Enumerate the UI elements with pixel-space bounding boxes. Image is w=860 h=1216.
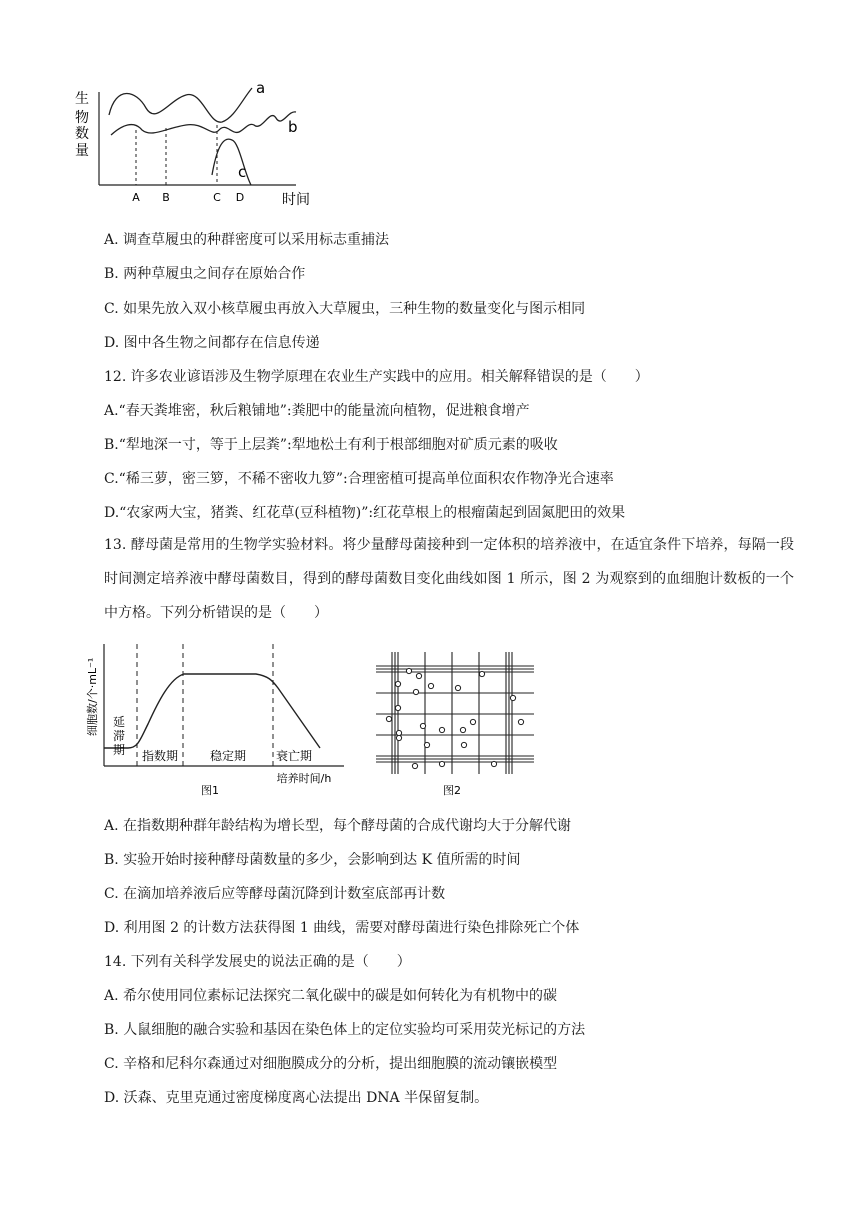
fig1-phase-decline: 衰亡期 — [275, 749, 313, 763]
q14-option-b: B. 人鼠细胞的融合实验和基因在染色体上的定位实验均可采用荧光标记的方法 — [104, 1022, 586, 1038]
yeast-cells — [386, 668, 523, 768]
fig1-xlabel: 培养时间/h — [276, 772, 332, 785]
q12-option-c: C.“稀三萝，密三箩，不稀不密收九箩”:合理密植可提高单位面积农作物净光合速率 — [104, 471, 614, 487]
yeast-cell — [386, 716, 391, 721]
yeast-cell — [395, 705, 400, 710]
fig1-phase-exponential: 指数期 — [141, 749, 179, 763]
yeast-cell — [470, 719, 475, 724]
q11-option-c: C. 如果先放入双小核草履虫再放入大草履虫，三种生物的数量变化与图示相同 — [104, 301, 586, 317]
yeast-cell — [491, 761, 496, 766]
yeast-cell — [396, 730, 401, 735]
yeast-cell — [424, 742, 429, 747]
top-figure-ylabel-3: 数 — [75, 126, 89, 142]
fig1-ylabel: 细胞数/个·mL⁻¹ — [86, 657, 99, 736]
x-tick-D: D — [235, 191, 245, 204]
top-figure-ylabel-1: 生 — [75, 91, 89, 107]
q14-option-d: D. 沃森、克里克通过密度梯度离心法提出 DNA 半保留复制。 — [104, 1090, 489, 1106]
yeast-cell — [460, 727, 465, 732]
figure-2 — [376, 652, 534, 774]
fig2-caption: 图2 — [443, 784, 461, 797]
yeast-cell — [510, 695, 515, 700]
q13-option-a: A. 在指数期种群年龄结构为增长型，每个酵母菌的合成代谢均大于分解代谢 — [104, 818, 572, 834]
fig1-phase-lag-1: 延 — [112, 715, 126, 729]
q12-option-a: A.“春天粪堆密，秋后粮铺地”:粪肥中的能量流向植物，促进粮食增产 — [104, 403, 530, 419]
q13-option-c: C. 在滴加培养液后应等酵母菌沉降到计数室底部再计数 — [104, 886, 446, 902]
q11-option-b: B. 两种草履虫之间存在原始合作 — [104, 266, 306, 282]
q12-stem: 12. 许多农业谚语涉及生物学原理在农业生产实践中的应用。相关解释错误的是（ ） — [104, 369, 649, 385]
curve-a — [109, 88, 252, 122]
top-figure-xlabel: 时间 — [282, 192, 310, 208]
yeast-cell — [439, 761, 444, 766]
q13-option-b: B. 实验开始时接种酵母菌数量的多少，会影响到达 K 值所需的时间 — [104, 852, 521, 868]
q11-option-a: A. 调查草履虫的种群密度可以采用标志重捕法 — [104, 232, 390, 248]
top-figure-ylabel-2: 物 — [75, 110, 89, 126]
q13-option-d: D. 利用图 2 的计数方法获得图 1 曲线，需要对酵母菌进行染色排除死亡个体 — [104, 920, 580, 936]
yeast-cell — [439, 727, 444, 732]
yeast-cell — [395, 681, 400, 686]
yeast-cell — [420, 723, 425, 728]
q12-option-d: D.“农家两大宝，猪粪、红花草(豆科植物)”:红花草根上的根瘤菌起到固氮肥田的效果 — [104, 505, 626, 521]
yeast-cell — [406, 668, 411, 673]
q14-option-c: C. 辛格和尼科尔森通过对细胞膜成分的分析，提出细胞膜的流动镶嵌模型 — [104, 1056, 558, 1072]
yeast-figures — [80, 636, 550, 800]
yeast-cell — [416, 673, 421, 678]
top-figure-ylabel-4: 量 — [75, 143, 89, 159]
yeast-cell — [455, 685, 460, 690]
yeast-cell — [479, 671, 484, 676]
curve-label-b: b — [288, 118, 298, 136]
yeast-cell — [518, 719, 523, 724]
curve-label-c: c — [238, 163, 247, 181]
population-curve-figure — [74, 80, 314, 210]
fig1-phase-lag-2: 滞 — [112, 729, 126, 743]
yeast-cell — [461, 742, 466, 747]
q12-option-b: B.“犁地深一寸，等于上层粪”:犁地松土有利于根部细胞对矿质元素的吸收 — [104, 437, 558, 453]
q14-option-a: A. 希尔使用同位素标记法探究二氧化碳中的碳是如何转化为有机物中的碳 — [104, 988, 558, 1004]
yeast-cell — [412, 763, 417, 768]
fig1-caption: 图1 — [201, 784, 219, 797]
x-tick-C: C — [213, 191, 221, 204]
yeast-cell — [396, 735, 401, 740]
curve-label-a: a — [256, 80, 266, 97]
figure-1 — [85, 644, 344, 797]
x-tick-B: B — [162, 191, 170, 204]
q13-stem: 13. 酵母菌是常用的生物学实验材料。将少量酵母菌接种到一定体积的培养液中，在适宜条件下培养，每隔一段时间测定培养液中酵母菌数目，得到的酵母菌数目变化曲线如图 1 所示，图 2 为观察到的血细胞计数板的一个中方格。下列分析错误的是（ ） — [104, 537, 794, 621]
fig1-phase-stationary: 稳定期 — [209, 749, 247, 763]
x-tick-A: A — [132, 191, 140, 204]
fig1-phase-lag-3: 期 — [112, 743, 126, 757]
fig1-growth-curve — [104, 674, 320, 748]
yeast-cell — [428, 683, 433, 688]
yeast-cell — [413, 689, 418, 694]
q11-option-d: D. 图中各生物之间都存在信息传递 — [104, 335, 320, 351]
q14-stem: 14. 下列有关科学发展史的说法正确的是（ ） — [104, 954, 411, 970]
curve-b — [111, 112, 296, 135]
